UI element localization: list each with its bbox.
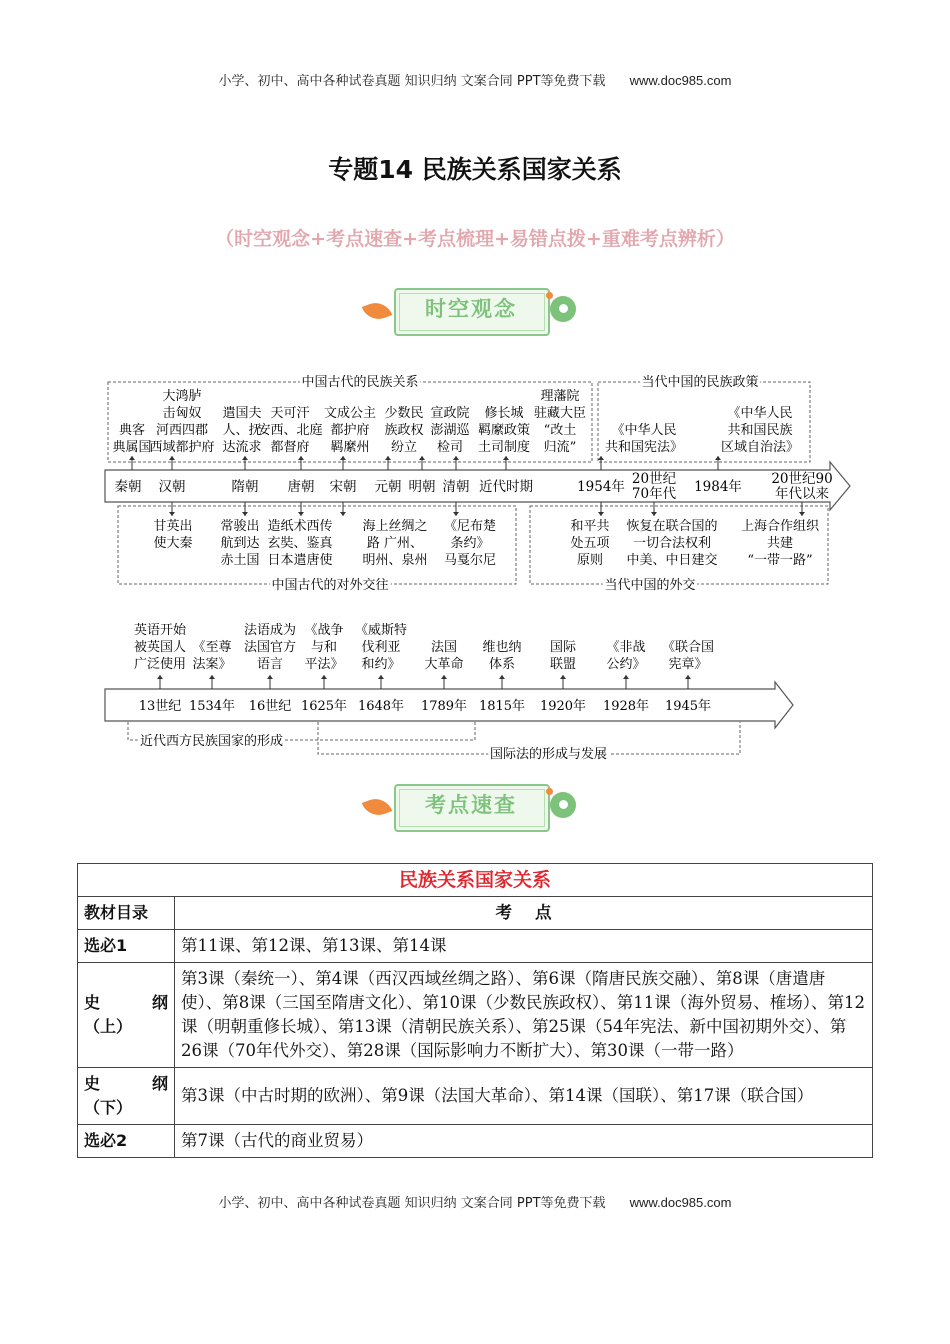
foreign-event: 造纸术西传 [267, 519, 333, 534]
banner-label: 时空观念 [425, 297, 517, 321]
era-label: 清朝 [442, 479, 470, 495]
event-arrow-head [378, 675, 384, 679]
row-value: 第7课（古代的商业贸易） [175, 1125, 873, 1158]
foreign-event: 甘英出 [153, 519, 193, 534]
policy-event: 检司 [436, 440, 464, 455]
page-header [0, 70, 950, 89]
event-arrow-head [169, 512, 175, 516]
west-event: 被英国人 [133, 640, 187, 655]
era-label: 汉朝 [158, 479, 186, 495]
event-arrow-head [340, 456, 346, 460]
west-event: 《至尊 [192, 640, 232, 655]
col-header-points: 考 点 [175, 897, 873, 930]
west-event: 广泛使用 [133, 657, 187, 672]
era-label: 70年代 [631, 486, 677, 502]
event-arrow-head [298, 456, 304, 460]
policy-event: 达流求 [222, 440, 262, 455]
event-arrow-head [209, 675, 215, 679]
event-arrow-head [385, 456, 391, 460]
banner-quickcheck [360, 780, 582, 838]
policy-event: 区域自治法》 [720, 440, 800, 455]
row-value: 第11课、第12课、第13课、第14课 [175, 930, 873, 963]
foreign-event: 航到达 [220, 536, 260, 551]
policy-event: 天可汗 [270, 406, 310, 421]
event-arrow-head [242, 512, 248, 516]
policy-event: 澎湖巡 [430, 423, 470, 438]
foreign-event: 中美、中日建交 [626, 553, 718, 568]
foreign-event: 条约》 [450, 536, 490, 551]
foreign-event: 上海合作组织 [740, 519, 820, 534]
era-label: 隋朝 [231, 479, 259, 495]
page-subtitle: （时空观念+考点速查+考点梳理+易错点拨+重难考点辨析） [215, 228, 735, 250]
policy-event: 人、抚 [222, 423, 262, 438]
footer-text: 小学、初中、高中各种试卷真题 知识归纳 文案合同 PPT等免费下载 [218, 1196, 606, 1211]
west-event: 语言 [256, 657, 284, 672]
era-label: 20世纪90 [771, 471, 833, 487]
west-event: 大革命 [424, 657, 464, 672]
foreign-event: 共建 [766, 536, 794, 551]
event-arrow-head [157, 675, 163, 679]
foreign-event: 处五项 [570, 536, 610, 551]
foreign-event: 玄奘、鉴真 [267, 536, 333, 551]
row-key-b: 纲 [151, 1074, 168, 1093]
timeline-china [0, 370, 950, 600]
policy-event: 理藩院 [540, 389, 580, 404]
era-label: 秦朝 [114, 479, 142, 495]
foreign-event: 原则 [576, 553, 604, 568]
row-value: 第3课（中古时期的欧洲）、第9课（法国大革命）、第14课（国联）、第17课（联合国） [175, 1068, 873, 1125]
west-event: 法案》 [192, 657, 232, 672]
west-event: 法国官方 [243, 640, 297, 655]
west-event: 与和 [310, 640, 338, 655]
event-arrow-head [499, 675, 505, 679]
policy-event: 羁縻州 [330, 440, 370, 455]
event-arrow-head [598, 456, 604, 460]
year-label: 1928年 [602, 699, 650, 714]
west-event: 宪章》 [668, 657, 708, 672]
era-label: 元朝 [374, 479, 402, 495]
era-label: 宋朝 [329, 479, 357, 495]
table-row [78, 1125, 873, 1158]
group-label-ancient-policy: 中国古代的民族关系 [301, 375, 419, 390]
group-label-law: 国际法的形成与发展 [490, 747, 608, 762]
header-url[interactable]: www.doc985.com [629, 73, 732, 88]
west-event: 法语成为 [243, 623, 297, 638]
west-event: 和约》 [361, 657, 401, 672]
group-label-nation: 近代西方民族国家的形成 [140, 734, 284, 749]
row-key [78, 1068, 175, 1125]
policy-event: 河西四郡 [155, 423, 209, 438]
era-label: 唐朝 [287, 479, 315, 495]
west-event: 国际 [549, 640, 577, 655]
year-label: 1815年 [478, 699, 526, 714]
row-value: 第3课（秦统一）、第4课（西汉西域丝绸之路）、第6课（隋唐民族交融）、第8课（唐遣唐使）、第8课（三国至隋唐文化）、第10课（少数民族政权）、第11课（海外贸易、榷场）、第12课（明朝重修长城）、第13课（清朝民族关系）、第25课（54年宪法、新中国初期外交）、第26课（70年代外交）、第28课（国际影响力不断扩大）、第30课（一带一路） [175, 963, 873, 1068]
foreign-event: 赤土国 [220, 553, 260, 568]
foreign-event: 《尼布楚 [443, 519, 497, 534]
west-event: 《威斯特 [354, 623, 408, 638]
policy-event: 宣政院 [430, 406, 470, 421]
row-key [78, 963, 175, 1068]
event-arrow-head [340, 512, 346, 516]
table-row [78, 963, 873, 1068]
policy-event: 修长城 [484, 406, 524, 421]
policy-event: 族政权 [384, 423, 424, 438]
west-event: 英语开始 [133, 623, 187, 638]
group-label-ancient-foreign: 中国古代的对外交往 [271, 578, 389, 593]
row-key-c: （上） [84, 1017, 133, 1036]
foreign-event: 日本遣唐使 [267, 553, 333, 568]
group-label-modern-policy: 当代中国的民族政策 [641, 375, 759, 390]
west-event: 《战争 [304, 623, 344, 638]
policy-event: 典客 [118, 423, 146, 438]
west-event: 《联合国 [661, 640, 715, 655]
event-arrow-head [503, 456, 509, 460]
year-label: 1945年 [664, 699, 712, 714]
year-label: 1534年 [188, 699, 236, 714]
west-event: 维也纳 [482, 640, 522, 655]
row-key: 选必2 [78, 1125, 175, 1158]
era-label: 1984年 [694, 479, 742, 495]
timeline-west [0, 618, 950, 768]
policy-event: 击匈奴 [162, 406, 202, 421]
policy-event: “改土 [543, 423, 577, 438]
year-label: 13世纪 [138, 699, 182, 714]
event-arrow-head [685, 675, 691, 679]
row-key-b: 纲 [151, 993, 168, 1012]
policy-event: 土司制度 [477, 440, 531, 455]
policy-event: 都督府 [270, 440, 310, 455]
event-arrow-head [267, 675, 273, 679]
event-arrow-head [453, 456, 459, 460]
exam-points-table [77, 863, 873, 1158]
year-label: 1625年 [300, 699, 348, 714]
policy-event: 归流” [543, 440, 577, 455]
event-arrow-head [419, 456, 425, 460]
foreign-event: 和平共 [570, 519, 610, 534]
row-key-a: 史 [84, 1074, 101, 1093]
event-arrow-head [453, 512, 459, 516]
west-event: 体系 [488, 657, 516, 672]
row-key: 选必1 [78, 930, 175, 963]
event-arrow-head [598, 512, 604, 516]
era-label: 1954年 [577, 479, 625, 495]
policy-event: 羁縻政策 [477, 423, 531, 438]
policy-event: 大鸿胪 [162, 389, 202, 404]
banner-timespace [360, 284, 582, 342]
policy-event: 安西、北庭 [257, 423, 323, 438]
foreign-event: 一切合法权利 [632, 536, 712, 551]
event-arrow-head [321, 675, 327, 679]
event-arrow-head [651, 512, 657, 516]
policy-event: 驻藏大臣 [533, 406, 587, 421]
row-key-c: （下） [84, 1098, 133, 1117]
event-arrow-head [129, 456, 135, 460]
foreign-event: 常骏出 [220, 519, 260, 534]
policy-event: 共和国宪法》 [604, 440, 684, 455]
west-event: 《非战 [606, 640, 646, 655]
table-row [78, 930, 873, 963]
era-label: 明朝 [408, 479, 436, 495]
foreign-event: 马戛尔尼 [443, 553, 497, 568]
event-arrow-head [242, 456, 248, 460]
policy-event: 纷立 [390, 440, 418, 455]
year-label: 16世纪 [248, 699, 292, 714]
row-key-a: 史 [84, 993, 101, 1012]
event-arrow-head [560, 675, 566, 679]
policy-event: 文成公主 [323, 406, 377, 421]
west-event: 公约》 [606, 657, 646, 672]
era-label: 20世纪 [631, 471, 677, 487]
header-text: 小学、初中、高中各种试卷真题 知识归纳 文案合同 PPT等免费下载 [218, 74, 606, 89]
policy-event: 少数民 [384, 406, 424, 421]
foreign-event: 恢复在联合国的 [626, 519, 718, 534]
foreign-event: 海上丝绸之 [362, 519, 428, 534]
year-label: 1920年 [539, 699, 587, 714]
event-arrow-head [799, 512, 805, 516]
policy-event: 西域都护府 [149, 440, 215, 455]
foreign-event: 路 广州、 [366, 536, 424, 551]
west-event: 联盟 [549, 657, 577, 672]
era-label: 近代时期 [479, 479, 533, 495]
west-event: 平法》 [304, 657, 344, 672]
event-arrow-head [298, 512, 304, 516]
policy-event: 都护府 [330, 423, 370, 438]
policy-event: 《中华人民 [727, 406, 793, 421]
year-label: 1648年 [357, 699, 405, 714]
event-arrow-head [169, 456, 175, 460]
table-heading: 民族关系国家关系 [78, 864, 873, 897]
foreign-event: 使大秦 [153, 536, 193, 551]
era-label: 年代以来 [775, 486, 829, 502]
policy-event: 《中华人民 [611, 423, 677, 438]
policy-event: 共和国民族 [727, 423, 793, 438]
col-header-catalog: 教材目录 [78, 897, 175, 930]
year-label: 1789年 [420, 699, 468, 714]
page-title: 专题14 民族关系国家关系 [328, 155, 622, 184]
table-row [78, 1068, 873, 1125]
banner-label: 考点速查 [425, 793, 517, 817]
event-arrow-head [715, 456, 721, 460]
page-footer [0, 1192, 950, 1211]
footer-url[interactable]: www.doc985.com [629, 1195, 732, 1210]
event-arrow-head [441, 675, 447, 679]
foreign-event: 明州、泉州 [362, 553, 428, 568]
west-event: 法国 [430, 640, 458, 655]
west-event: 伐利亚 [361, 640, 401, 655]
policy-event: 典属国 [112, 440, 152, 455]
group-label-modern-foreign: 当代中国的外交 [604, 578, 696, 593]
policy-event: 遣国夫 [222, 406, 262, 421]
foreign-event: “一带一路” [747, 553, 813, 568]
event-arrow-head [623, 675, 629, 679]
